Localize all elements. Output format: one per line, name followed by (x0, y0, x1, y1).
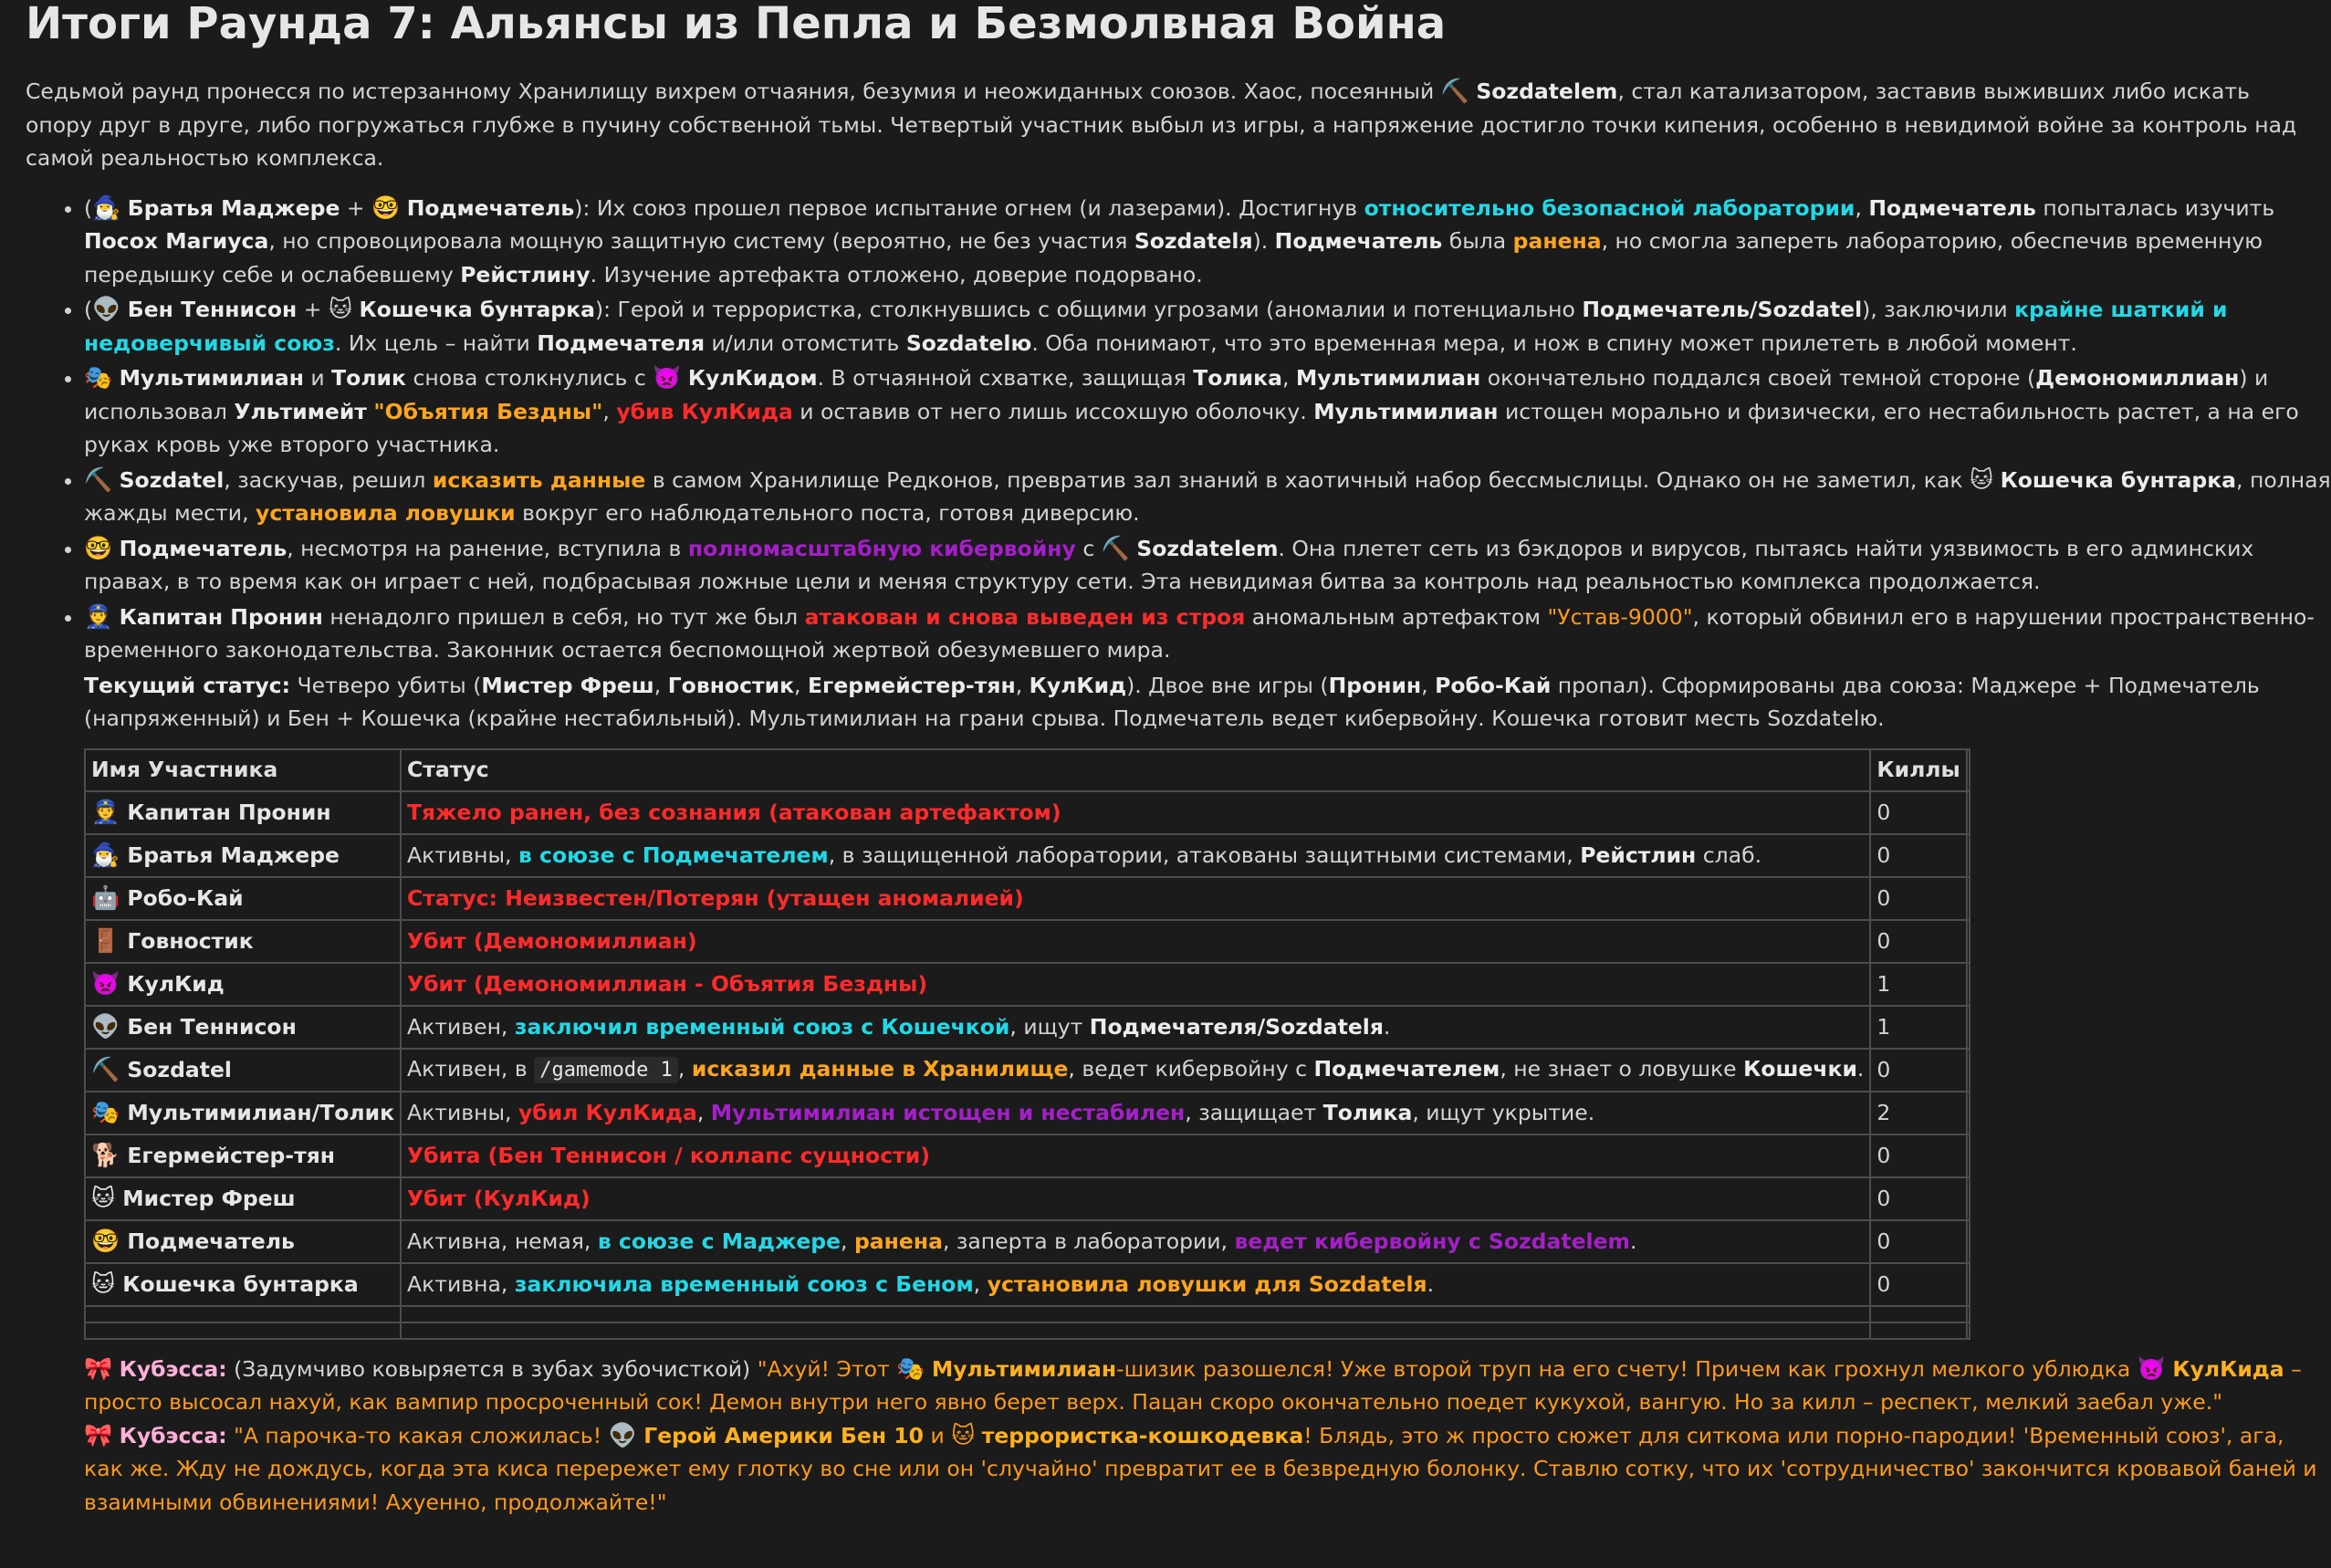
table-row (85, 1092, 1970, 1134)
participant-name: Братья Маджере (127, 194, 340, 221)
participant-cell: 👮 Капитан Пронин (85, 791, 401, 834)
cat-face-icon: 🐱 (91, 1184, 116, 1211)
kills-cell: 1 (1870, 1006, 1966, 1049)
list-item: • 👮 Капитан Пронин ненадолго пришел в себя, но тут же был атакован и снова выведен из строя аномальным артефактом "Устав-9000", который обвинил его в нарушении пространственно-временного законодательства. Законник остается беспомощной жертвой обезумевшего мира. (84, 601, 2331, 667)
participant-name: Подмечатель (406, 194, 575, 221)
inline-code: /gamemode 1 (534, 1057, 678, 1083)
column-header-kills: Киллы (1870, 749, 1966, 791)
table-row (85, 1134, 1970, 1177)
table-row (85, 834, 1970, 877)
status-cell: Статус: Неизвестен/Потерян (утащен аномалией) (401, 877, 1870, 920)
table-row (85, 1006, 1970, 1049)
highlight-text: атакован и снова выведен из строя (804, 603, 1246, 630)
wizard-icon: 🧙‍♂️ (91, 841, 120, 868)
theater-masks-icon: 🎭 (896, 1354, 925, 1382)
status-cell: Активна, немая, в союзе с Маджере, ранена, заперта в лаборатории, ведет кибервойну с Sozdatelem. (401, 1220, 1870, 1263)
status-cell: Активны, убил КулКида, Мультимилиан истощен и нестабилен, защищает Толика, ищут укрытие. (401, 1092, 1870, 1134)
alien-icon: 👽 (92, 296, 121, 322)
column-header-name: Имя Участника (85, 749, 401, 791)
cat-face-icon: 🐱 (1970, 465, 1994, 493)
participants-table (84, 748, 1970, 1340)
commenter-label: Кубэсса: (119, 1355, 227, 1382)
status-cell: Убит (КулКид) (401, 1177, 1870, 1220)
alien-icon: 👽 (91, 1012, 120, 1040)
status-cell: Тяжело ранен, без сознания (атакован артефактом) (401, 791, 1870, 834)
kills-cell: 0 (1870, 791, 1966, 834)
highlight-text: относительно безопасной лаборатории (1364, 194, 1855, 221)
participant-name: Бен Теннисон (127, 297, 298, 322)
angry-devil-icon: 👿 (2137, 1354, 2166, 1382)
page-title: Итоги Раунда 7: Альянсы из Пепла и Безмолвная Война (26, 0, 1447, 49)
cat-face-icon: 🐱 (91, 1270, 116, 1297)
list-item: • (👽 Бен Теннисон + 🐱 Кошечка бунтарка): Герой и террористка, столкнувшись с общими угрозами (аномалии и потенциально Подмечатель/Sozdatel), заключили крайне шаткий и недоверчивый союз. Их цель – найти Подмечателя и/или отомстить Sozdatelю. Оба понимают, что это временная мера, и нож в спину может прилететь в любой момент. (84, 293, 2331, 360)
cat-face-icon: 🐱 (951, 1421, 976, 1448)
participant-name: Подмечатель (119, 535, 287, 561)
status-cell: Активны, в союзе с Подмечателем, в защищенной лаборатории, атакованы защитными системами, Рейстлин слаб. (401, 834, 1870, 877)
participant-cell: 🚪 Говностик (85, 920, 401, 963)
participant-cell: 👽 Бен Теннисон (85, 1006, 401, 1049)
nerd-face-icon: 🤓 (84, 534, 113, 561)
robot-icon: 🤖 (91, 883, 120, 911)
list-item: • ⛏️ Sozdatel, заскучав, решил исказить данные в самом Хранилище Редконов, превратив зал знаний в хаотичный набор бессмыслицы. Однако он не заметил, как 🐱 Кошечка бунтарка, полная жажды мести, установила ловушки вокруг его наблюдательного поста, готовя диверсию. (84, 464, 2331, 530)
status-cell: Убит (Демономиллиан - Объятия Бездны) (401, 963, 1870, 1006)
participant-name: Кошечка бунтарка (2000, 466, 2237, 493)
list-item: • 🤓 Подмечатель, несмотря на ранение, вступила в полномасштабную кибервойну с ⛏️ Sozdatelem. Она плетет сеть из бэкдоров и вирусов, пытаясь найти уязвимость в его админских правах, в то время как он играет с ней, подбрасывая ложные цели и меняя структуру сети. Эта невидимая битва за контроль над реальностью комплекса продолжается. (84, 532, 2331, 599)
participant-cell: ⛏️ Sozdatel (85, 1049, 401, 1092)
participant-name: Кошечка бунтарка (359, 297, 595, 322)
participant-cell: 👿 КулКид (85, 963, 401, 1006)
highlight-text: "Устав-9000" (1547, 603, 1693, 630)
table-empty-row (85, 1322, 1970, 1339)
participant-cell: 🐱 Кошечка бунтарка (85, 1263, 401, 1306)
status-label: Текущий статус: (84, 672, 291, 698)
list-item: • (🧙‍♂️ Братья Маджере + 🤓 Подмечатель): Их союз прошел первое испытание огнем (и лазерами). Достигнув относительно безопасной лаборатории, Подмечатель попыталась изучить Посох Магиуса, но спровоцировала мощную защитную систему (вероятно, не без участия Sozdatelя). Подмечатель была ранена, но смогла запереть лабораторию, обеспечив временную передышку себе и ослабевшему Рейстлину. Изучение артефакта отложено, доверие подорвано. (84, 192, 2331, 292)
theater-masks-icon: 🎭 (91, 1098, 120, 1125)
kubessa-comment: 🎀 Кубэсса: "А парочка-то какая сложилась! 👽 Герой Америки Бен 10 и 🐱 террористка-кошкодевка! Блядь, это ж просто сюжет для ситкома или порно-пародии! 'Временный союз', ага, как же. Жду не дождусь, когда эта киса перережет ему глотку во сне или он 'случайно' превратит ее в безвредную болонку. Ставлю сотку, что их 'сотрудничество' закончится кровавой баней и взаимными обвинениями! Ахуенно, продолжайте!" (84, 1421, 2317, 1515)
participant-cell: 🐕 Егермейстер-тян (85, 1134, 401, 1177)
kills-cell: 1 (1870, 963, 1966, 1006)
participant-name: Капитан Пронин (119, 603, 323, 630)
participant-name: КулКидом (687, 365, 818, 391)
ribbon-icon: 🎀 (84, 1421, 113, 1448)
participant-cell: 🐱 Мистер Фреш (85, 1177, 401, 1220)
table-row (85, 791, 1970, 834)
table-row (85, 877, 1970, 920)
cat-face-icon: 🐱 (328, 296, 352, 322)
kills-cell: 0 (1870, 877, 1966, 920)
participant-name: Sozdatel (119, 466, 225, 493)
police-officer-icon: 👮 (84, 602, 113, 630)
list-item: • 🎭 Мультимилиан и Толик снова столкнулись с 👿 КулКидом. В отчаянной схватке, защищая Толика, Мультимилиан окончательно поддался своей темной стороне (Демономиллиан) и использовал Ультимейт "Объятия Бездны", убив КулКида и оставив от него лишь иссохшую оболочку. Мультимилиан истощен морально и физически, его нестабильность растет, а на его руках кровь уже второго участника. (84, 361, 2331, 462)
table-row (85, 1263, 1970, 1306)
angry-devil-icon: 👿 (91, 969, 120, 997)
table-row (85, 920, 1970, 963)
status-cell: Убита (Бен Теннисон / коллапс сущности) (401, 1134, 1870, 1177)
participant-cell: 🤓 Подмечатель (85, 1220, 401, 1263)
highlight-text: полномасштабную кибервойну (687, 535, 1076, 561)
intro-paragraph (26, 75, 2307, 175)
status-cell: Активен, в /gamemode 1 , исказил данные в Хранилище, ведет кибервойну с Подмечателем, не знает о ловушке Кошечки. (401, 1049, 1870, 1092)
table-row (85, 1220, 1970, 1263)
status-cell: Активна, заключила временный союз с Беном, установила ловушки для Sozdatelя. (401, 1263, 1870, 1306)
table-row (85, 1049, 1970, 1092)
highlight-text: установила ловушки (256, 500, 516, 526)
highlight-text: исказить данные (432, 466, 646, 493)
highlight-text: крайне шаткий и недоверчивый союз (84, 297, 2228, 356)
wizard-icon: 🧙‍♂️ (92, 193, 121, 221)
kills-cell: 0 (1870, 1177, 1966, 1220)
table-row (85, 1177, 1970, 1220)
current-status: Текущий статус: Четверо убиты (Мистер Фреш, Говностик, Егермейстер-тян, КулКид). Двое вне игры (Пронин, Робо-Кай пропал). Сформированы два союза: Маджере + Подмечатель (напряженный) и Бен + Кошечка (крайне нестабильный). Мультимилиан на грани срыва. Подмечатель ведет кибервойну. Кошечка готовит месть Sozdatelю. (84, 672, 2260, 731)
kills-cell: 2 (1870, 1092, 1966, 1134)
intro-text: Седьмой раунд пронесся по истерзанному Хранилищу вихрем отчаяния, безумия и неожиданных союзов. Хаос, посеянный (26, 78, 1441, 104)
status-cell: Убит (Демономиллиан) (401, 920, 1870, 963)
intro-text: , стал катализатором, заставив выживших либо искать опору друг в друге, либо погружаться глубже в пучину собственной тьмы. Четвертый участник выбыл из игры, а напряжение достигло точки кипения, особенно в невидимой войне за контроль над самой реальностью комплекса. (26, 78, 2297, 171)
kills-cell: 0 (1870, 1134, 1966, 1177)
kills-cell: 0 (1870, 1263, 1966, 1306)
table-header-row (85, 749, 1970, 791)
door-icon: 🚪 (91, 926, 120, 954)
kills-cell: 0 (1870, 1220, 1966, 1263)
kills-cell: 0 (1870, 1049, 1966, 1092)
angry-devil-icon: 👿 (653, 364, 682, 391)
participant-name: Sozdatelem (1136, 535, 1279, 561)
dog-icon: 🐕 (91, 1141, 120, 1168)
police-officer-icon: 👮 (91, 798, 120, 825)
highlight-text: убив КулКида (616, 398, 793, 424)
pickaxe-icon: ⛏️ (91, 1055, 120, 1082)
participant-cell: 🤖 Робо-Кай (85, 877, 401, 920)
pickaxe-icon: ⛏️ (84, 465, 113, 493)
status-cell: Активен, заключил временный союз с Кошечкой, ищут Подмечателя/Sozdatelя. (401, 1006, 1870, 1049)
commenter-label: Кубэсса: (119, 1422, 227, 1448)
pickaxe-icon: ⛏️ (1101, 534, 1130, 561)
nerd-face-icon: 🤓 (91, 1227, 120, 1254)
highlight-text: ранена (1512, 228, 1602, 254)
table-extra-column (1967, 749, 1970, 791)
ribbon-icon: 🎀 (84, 1354, 113, 1382)
participant-cell: 🎭 Мультимилиан/Толик (85, 1092, 401, 1134)
kubessa-comment: 🎀 Кубэсса: (Задумчиво ковыряется в зубах зубочисткой) "Ахуй! Этот 🎭 Мультимилиан-шизик разошелся! Уже второй труп на его счету! Причем как грохнул мелкого ублюдка 👿 КулКида – просто высосал нахуй, как вампир просроченный сок! Демон внутри него явно берет верх. Пацан скоро окончательно поедет кукухой, вангую. Но за килл – респект, мелкий заебал уже." (84, 1354, 2302, 1415)
participant-name: Мультимилиан (119, 365, 304, 391)
kills-cell: 0 (1870, 920, 1966, 963)
alien-icon: 👽 (608, 1421, 637, 1448)
table-row (85, 963, 1970, 1006)
table-empty-row (85, 1306, 1970, 1322)
column-header-status: Статус (401, 749, 1870, 791)
highlight-text: "Объятия Бездны" (373, 398, 603, 424)
kills-cell: 0 (1870, 834, 1966, 877)
theater-masks-icon: 🎭 (84, 364, 113, 391)
intro-name: Sozdatelem (1476, 78, 1618, 104)
nerd-face-icon: 🤓 (371, 193, 401, 221)
participant-cell: 🧙‍♂️ Братья Маджере (85, 834, 401, 877)
pickaxe-icon: ⛏️ (1440, 78, 1469, 104)
events-list (26, 192, 2331, 667)
